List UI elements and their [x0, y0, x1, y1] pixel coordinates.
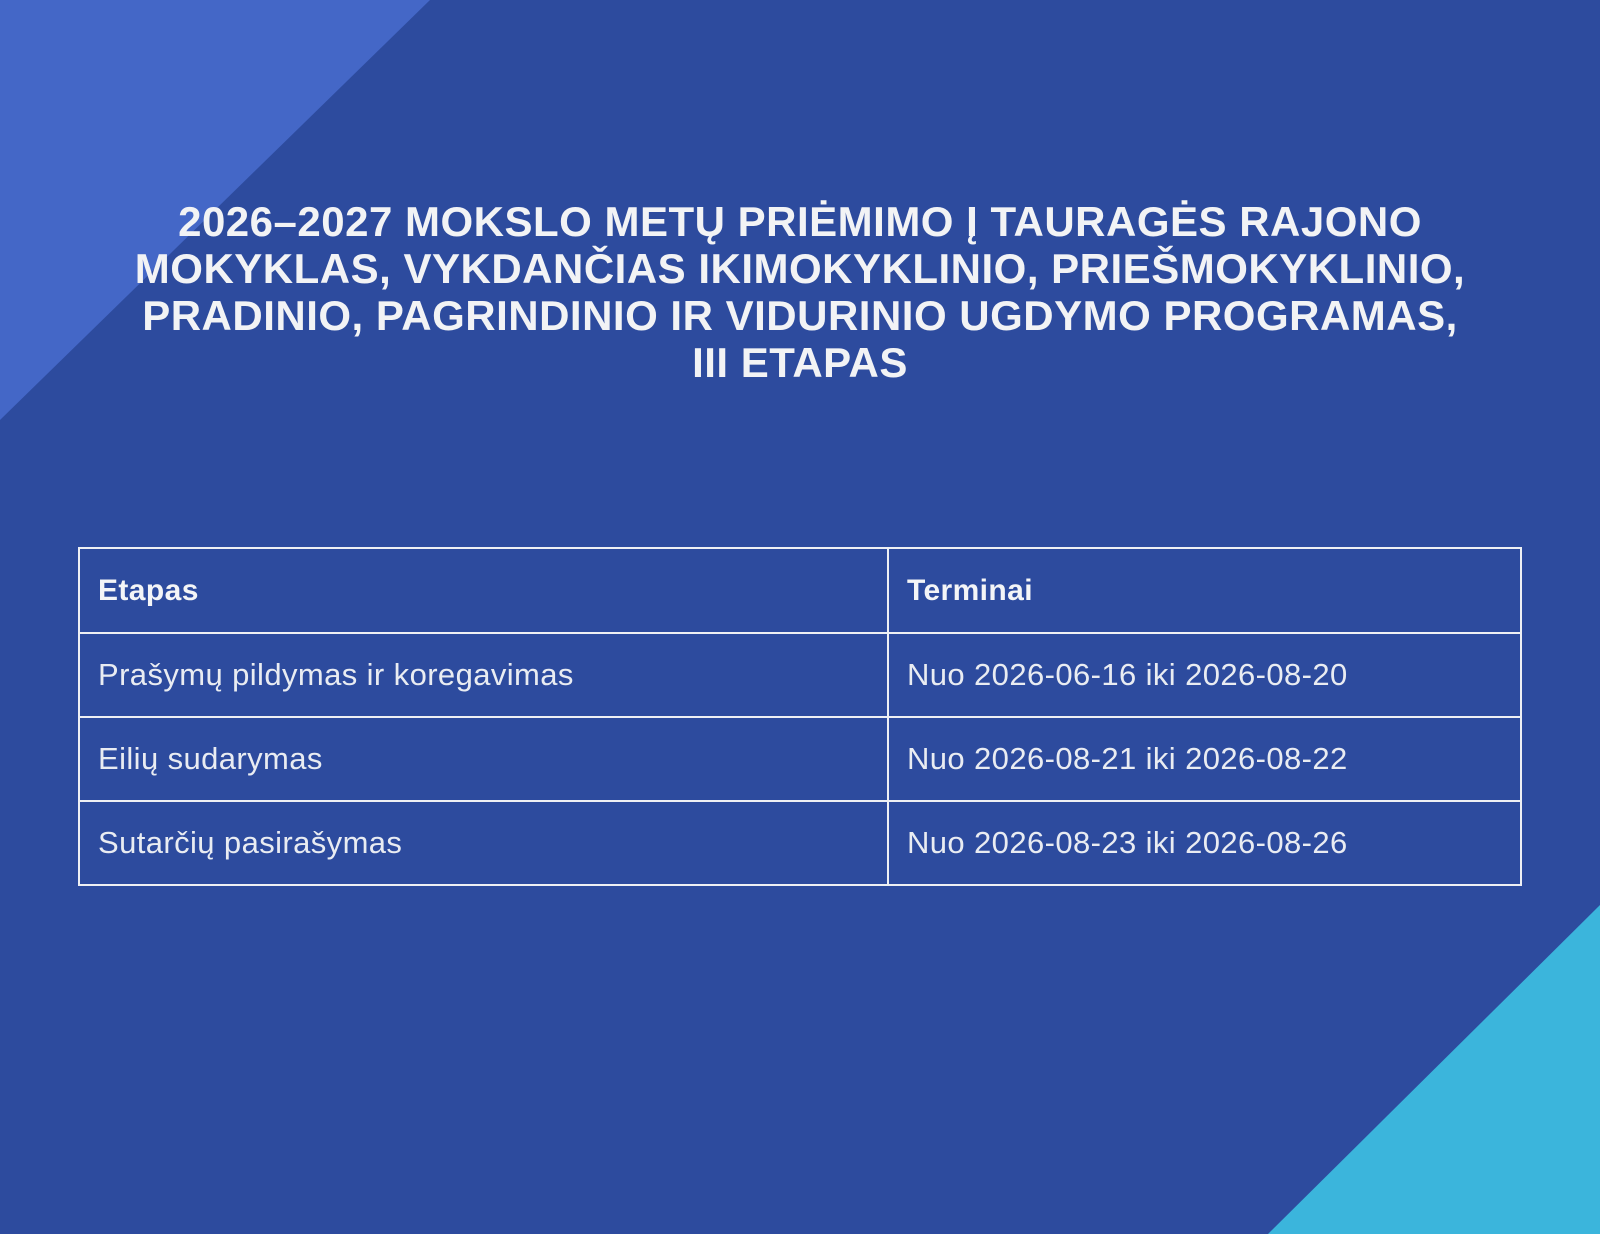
bottom-right-triangle-decoration [1268, 905, 1600, 1234]
table-row [79, 633, 1521, 717]
title-line-4: III ETAPAS [692, 339, 908, 386]
stage-dates-cell: Nuo 2026-08-21 iki 2026-08-22 [888, 717, 1521, 801]
schedule-table [78, 547, 1522, 886]
stage-name-cell: Sutarčių pasirašymas [79, 801, 888, 885]
table-header-row [79, 548, 1521, 633]
column-header-terminai: Terminai [888, 548, 1521, 633]
stage-dates-cell: Nuo 2026-06-16 iki 2026-08-20 [888, 633, 1521, 717]
page-title [0, 198, 1600, 386]
title-line-1: 2026–2027 MOKSLO METŲ PRIĖMIMO Į TAURAGĖS RAJONO [178, 198, 1422, 245]
title-line-3: PRADINIO, PAGRINDINIO IR VIDURINIO UGDYMO PROGRAMAS, [142, 292, 1458, 339]
title-line-2: MOKYKLAS, VYKDANČIAS IKIMOKYKLINIO, PRIEŠMOKYKLINIO, [134, 245, 1466, 292]
table-row [79, 717, 1521, 801]
table-row [79, 801, 1521, 885]
stage-dates-cell: Nuo 2026-08-23 iki 2026-08-26 [888, 801, 1521, 885]
stage-name-cell: Eilių sudarymas [79, 717, 888, 801]
column-header-etapas: Etapas [79, 548, 888, 633]
stage-name-cell: Prašymų pildymas ir koregavimas [79, 633, 888, 717]
